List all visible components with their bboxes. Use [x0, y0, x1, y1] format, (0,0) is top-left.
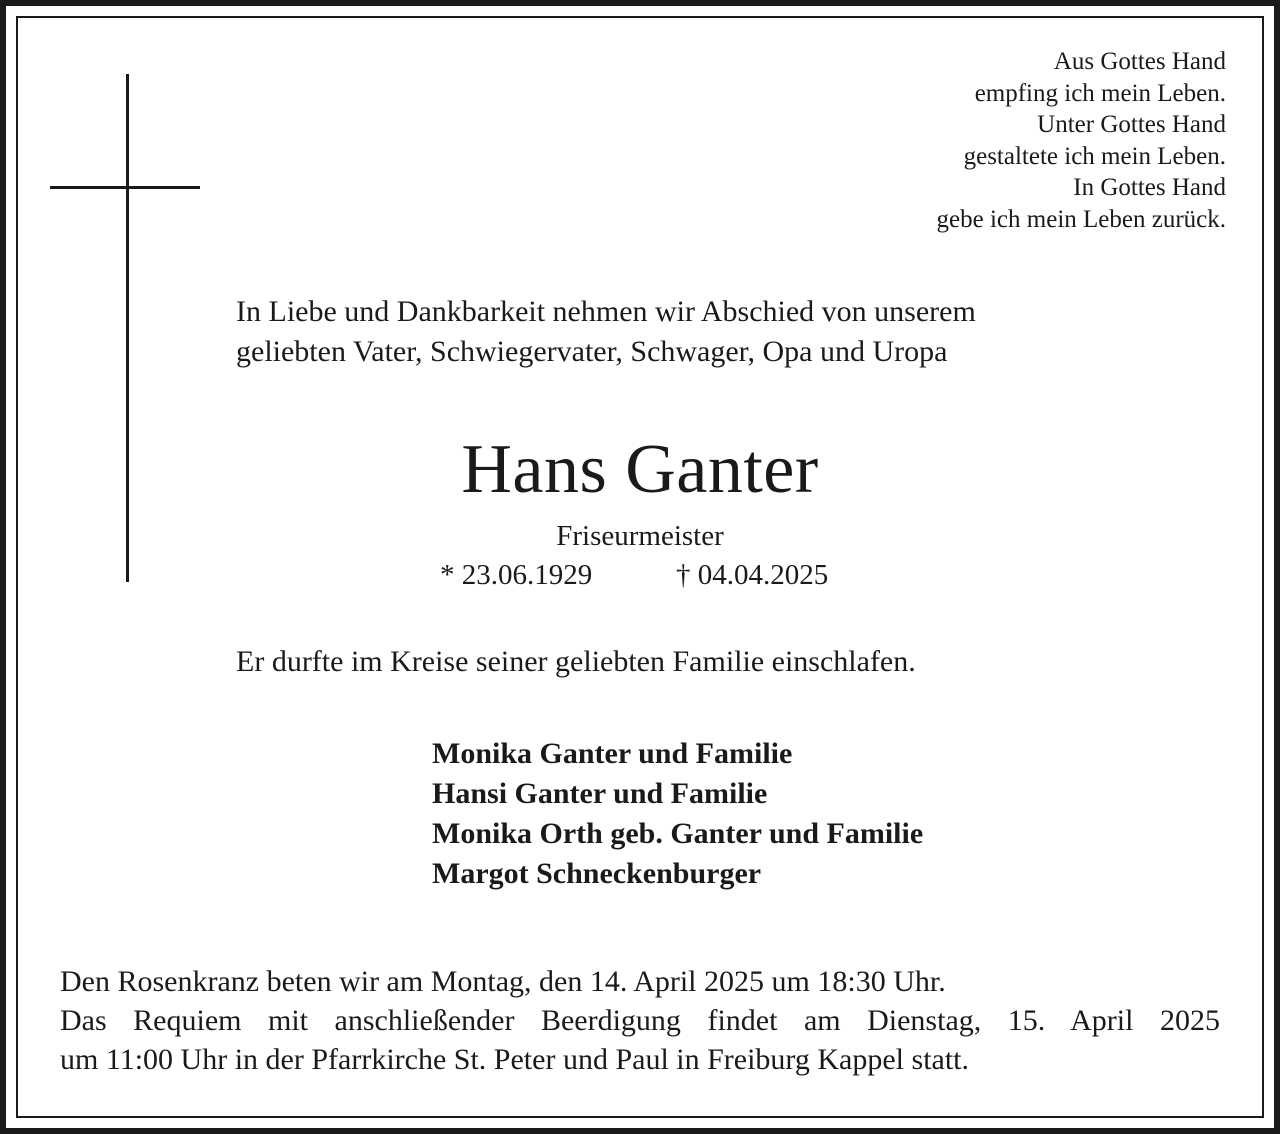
mourner-name: Monika Orth geb. Ganter und Familie: [432, 817, 924, 850]
deceased-name: Hans Ganter: [461, 431, 819, 508]
mourner-name: Margot Schneckenburger: [432, 857, 762, 890]
cross-horizontal-bar: [50, 186, 200, 189]
poem: [937, 46, 1226, 235]
mourners-list: [432, 734, 923, 894]
requiem-line: Das Requiem mit anschließender Beerdigung findet am Dienstag, 15. April 2025: [60, 1004, 1220, 1037]
intro-line: geliebten Vater, Schwiegervater, Schwager, Opa und Uropa: [236, 335, 948, 368]
poem-line: gestaltete ich mein Leben.: [963, 142, 1226, 170]
intro-line: In Liebe und Dankbarkeit nehmen wir Abschied von unserem: [236, 295, 976, 328]
mourner-name: Hansi Ganter und Familie: [432, 777, 768, 810]
poem-line: Aus Gottes Hand: [1053, 48, 1226, 75]
rosary-line: Den Rosenkranz beten wir am Montag, den 14. April 2025 um 18:30 Uhr.: [60, 965, 946, 998]
intro-text: [236, 292, 976, 372]
poem-line: empfing ich mein Leben.: [974, 79, 1226, 107]
birth-date: * 23.06.1929: [440, 559, 593, 591]
poem-line: Unter Gottes Hand: [1037, 111, 1226, 138]
service-info: [60, 962, 1220, 1079]
closing-line: Er durfte im Kreise seiner geliebten Familie einschlafen.: [236, 645, 916, 678]
church-line: um 11:00 Uhr in der Pfarrkirche St. Peter und Paul in Freiburg Kappel statt.: [60, 1043, 970, 1076]
poem-line: In Gottes Hand: [1073, 174, 1226, 201]
deceased-profession: Friseurmeister: [556, 520, 724, 552]
mourner-name: Monika Ganter und Familie: [432, 737, 793, 770]
death-date: † 04.04.2025: [676, 559, 829, 591]
poem-line: gebe ich mein Leben zurück.: [936, 205, 1226, 233]
